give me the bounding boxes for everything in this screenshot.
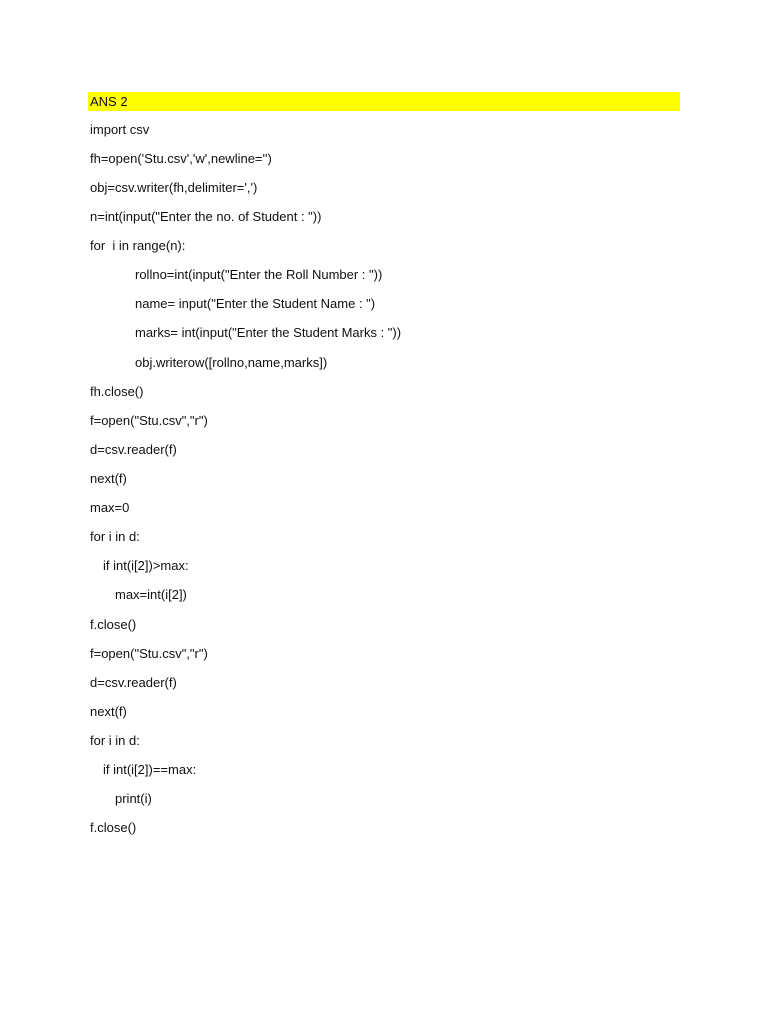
code-line: fh=open('Stu.csv','w',newline='') bbox=[90, 151, 272, 166]
code-line: n=int(input("Enter the no. of Student : ")) bbox=[90, 209, 322, 224]
code-line: for i in range(n): bbox=[90, 238, 186, 253]
code-line: d=csv.reader(f) bbox=[90, 675, 177, 690]
code-line: rollno=int(input("Enter the Roll Number : ")) bbox=[135, 267, 383, 282]
code-line: if int(i[2])==max: bbox=[103, 762, 197, 777]
code-line: d=csv.reader(f) bbox=[90, 442, 177, 457]
code-line: f.close() bbox=[90, 617, 137, 632]
code-line: marks= int(input("Enter the Student Marks : ")) bbox=[135, 325, 402, 340]
code-line: print(i) bbox=[115, 791, 152, 806]
code-line: if int(i[2])>max: bbox=[103, 558, 189, 573]
code-line: for i in d: bbox=[90, 529, 140, 544]
code-line: next(f) bbox=[90, 471, 127, 486]
code-line: f=open("Stu.csv","r") bbox=[90, 646, 208, 661]
code-line: obj.writerow([rollno,name,marks]) bbox=[135, 355, 328, 370]
code-line: max=0 bbox=[90, 500, 130, 515]
code-line: next(f) bbox=[90, 704, 127, 719]
code-line: fh.close() bbox=[90, 384, 144, 399]
answer-heading: ANS 2 bbox=[88, 92, 680, 111]
code-line: name= input("Enter the Student Name : ") bbox=[135, 296, 376, 311]
code-line: obj=csv.writer(fh,delimiter=',') bbox=[90, 180, 258, 195]
code-line: max=int(i[2]) bbox=[115, 587, 187, 602]
code-line: for i in d: bbox=[90, 733, 140, 748]
code-line: f.close() bbox=[90, 820, 137, 835]
code-line: f=open("Stu.csv","r") bbox=[90, 413, 208, 428]
code-line: import csv bbox=[90, 122, 150, 137]
